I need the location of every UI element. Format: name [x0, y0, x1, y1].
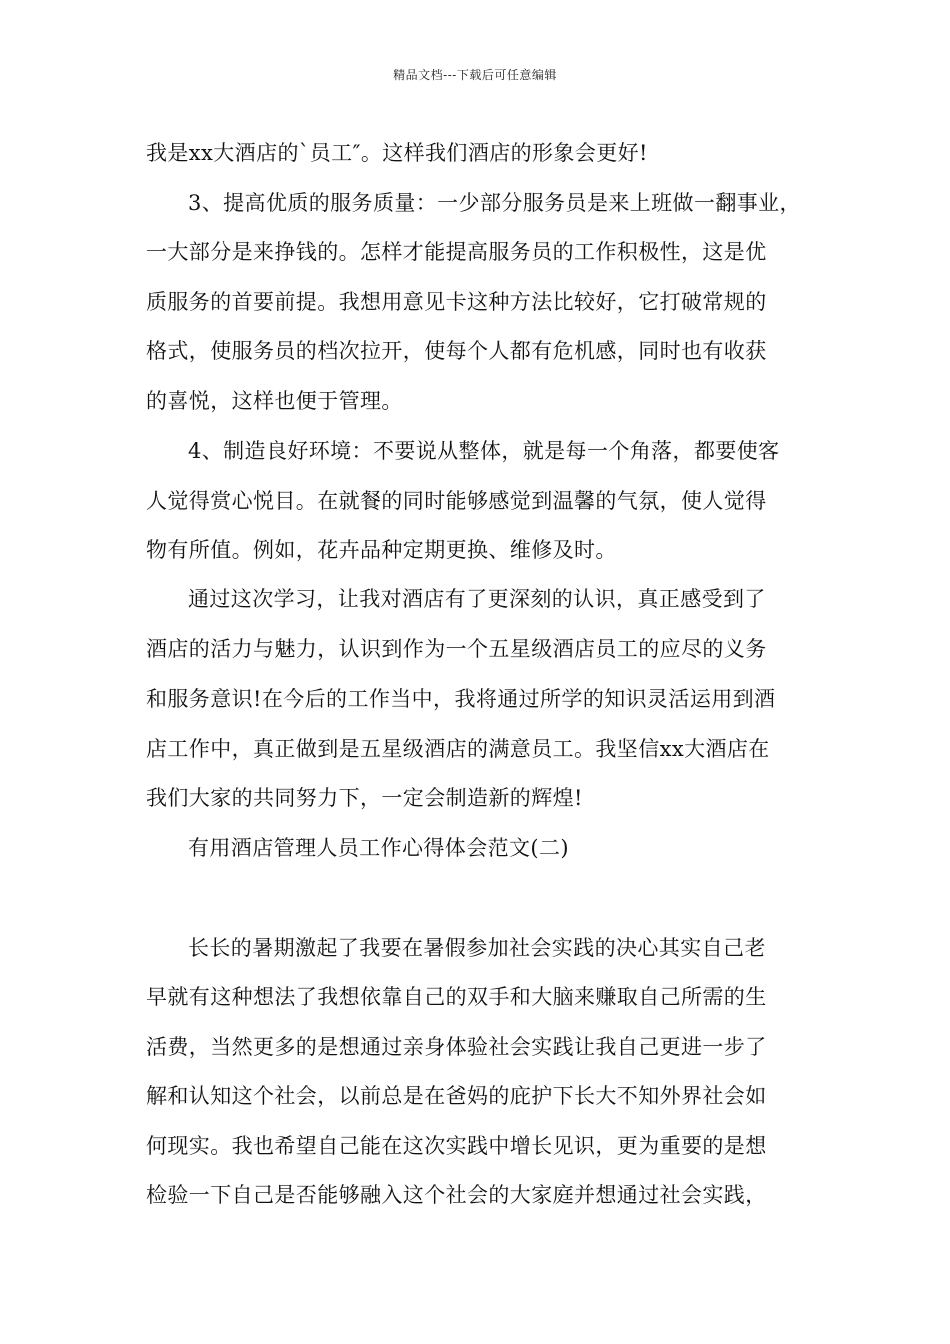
text-line: 物有所值。例如，花卉品种定期更换、维修及时。 — [146, 538, 617, 562]
text-line: 通过这次学习，让我对酒店有了更深刻的认识，真正感受到了 — [188, 587, 766, 611]
text-line: 活费，当然更多的是想通过亲身体验社会实践让我自己更进一步了 — [146, 1035, 767, 1059]
text-line: 格式，使服务员的档次拉开，使每个人都有危机感，同时也有收获 — [146, 339, 767, 363]
text-line: 酒店的活力与魅力，认识到作为一个五星级酒店员工的应尽的义务 — [146, 637, 767, 661]
text-line: 我们大家的共同努力下，一定会制造新的辉煌! — [146, 786, 583, 810]
text-line: 一大部分是来挣钱的。怎样才能提高服务员的工作积极性，这是优 — [146, 240, 767, 264]
text-line: 店工作中，真正做到是五星级酒店的满意员工。我坚信xx大酒店在 — [146, 737, 770, 761]
text-line: 长长的暑期激起了我要在暑假参加社会实践的决心其实自己老 — [188, 936, 766, 960]
text-line: 3、提高优质的服务质量：一少部分服务员是来上班做一翻事业， — [188, 191, 801, 215]
text-line: 的喜悦，这样也便于管理。 — [146, 389, 403, 413]
text-line: 质服务的首要前提。我想用意见卡这种方法比较好，它打破常规的 — [146, 290, 767, 314]
section-title: 有用酒店管理人员工作心得体会范文(二) — [188, 836, 569, 860]
text-line: 和服务意识!在今后的工作当中，我将通过所学的知识灵活运用到酒 — [146, 687, 776, 711]
text-line: 早就有这种想法了我想依靠自己的双手和大脑来赚取自己所需的生 — [146, 985, 767, 1009]
page-header: 精品文档---下载后可任意编辑 — [393, 68, 557, 82]
text-line: 人觉得赏心悦目。在就餐的同时能够感觉到温馨的气氛，使人觉得 — [146, 489, 767, 513]
text-line: 何现实。我也希望自己能在这次实践中增长见识，更为重要的是想 — [146, 1134, 767, 1158]
text-line: 4、制造良好环境：不要说从整体，就是每一个角落，都要使客 — [188, 439, 780, 463]
text-line: 解和认知这个社会，以前总是在爸妈的庇护下长大不知外界社会如 — [146, 1084, 767, 1108]
text-line: 检验一下自己是否能够融入这个社会的大家庭并想通过社会实践， — [146, 1183, 767, 1207]
text-line: 我是xx大酒店的`员工″。这样我们酒店的形象会更好! — [146, 141, 648, 165]
